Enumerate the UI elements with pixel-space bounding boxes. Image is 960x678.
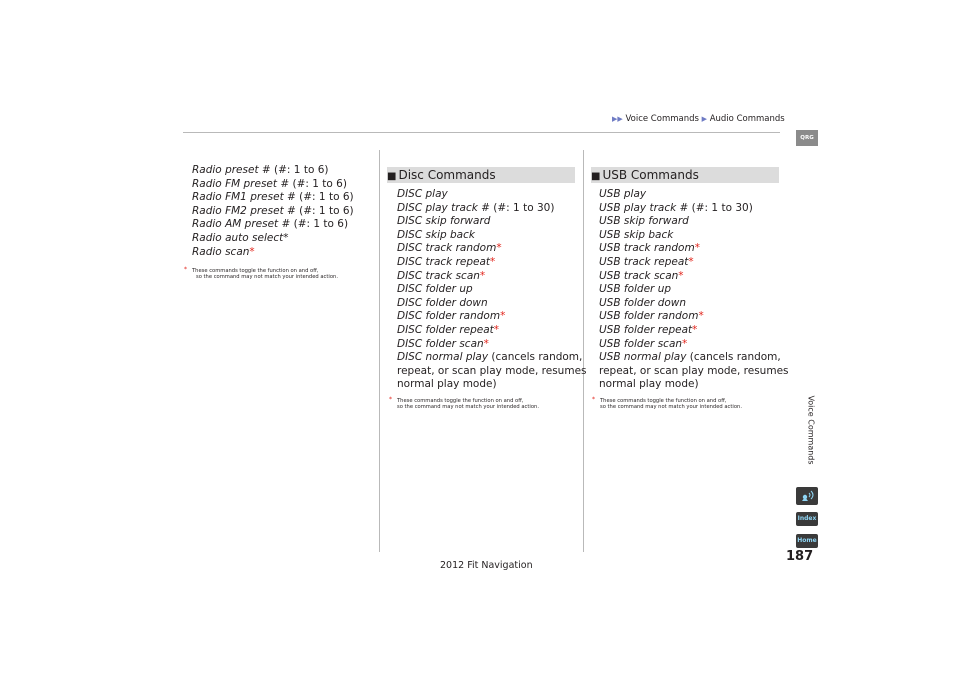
command-range: (#: 1 to 6) [270,164,329,176]
toggle-note-marker: * [500,310,506,323]
command-text: USB folder up [599,283,672,296]
command-line [192,218,354,232]
toggle-note-marker: * [678,269,684,282]
toggle-note-marker: * [490,255,496,268]
triangle-right-icon: ▶▶ [612,115,623,123]
command-text: DISC skip back [397,228,475,241]
command-range: (#: 1 to 6) [289,177,347,190]
command-line [599,242,789,256]
command-text: DISC folder up [397,283,473,296]
command-text: Radio auto select* [192,231,289,244]
usb-commands-heading: ■ USB Commands [591,167,779,183]
command-line [397,297,587,311]
voice-talk-icon [796,487,818,505]
command-text: USB play track # [599,201,689,214]
toggle-note-marker: * [698,310,704,323]
command-line [192,164,354,178]
command-description: (cancels random, [488,351,583,364]
home-tab[interactable]: Home [796,534,818,548]
command-text: DISC track scan [397,269,480,282]
command-line [599,256,789,270]
command-text: Radio scan [192,245,250,258]
command-description: repeat, or scan play mode, resumes [397,364,587,377]
command-line [397,215,587,229]
command-line [599,270,789,284]
column-divider [379,150,380,552]
command-text: Radio FM2 preset # [192,204,296,217]
command-text: USB folder random [599,310,699,323]
disc-commands-heading: ■ Disc Commands [387,167,575,183]
toggle-note-marker: * [682,337,688,350]
command-line [599,215,789,229]
command-line [192,191,354,205]
qrg-tab[interactable]: QRG [796,130,818,146]
command-text: DISC track repeat [397,255,491,268]
command-line [599,202,789,216]
command-text: Radio FM1 preset # [192,191,296,204]
command-line [192,178,354,192]
command-text: USB skip back [599,228,674,241]
breadcrumb-audio-commands[interactable]: Audio Commands [709,114,785,124]
command-text: USB normal play [599,351,687,364]
command-line [599,310,789,324]
toggle-note-marker: * [694,242,700,255]
toggle-note-marker: * [479,269,486,282]
usb-footnote: * These commands toggle the function on and off, so the command may not match your intended action. [592,396,742,410]
command-line [397,270,587,284]
command-line [397,351,587,365]
command-text: DISC folder random [397,310,501,323]
command-line [397,188,587,202]
command-line [397,324,587,338]
command-text: DISC play track # [397,201,490,214]
command-range: (#: 1 to 6) [295,191,354,204]
page-number: 187 [786,549,814,564]
command-text: DISC normal play [397,351,489,364]
command-text: DISC folder scan [397,337,484,350]
command-line [599,324,789,338]
command-line [397,338,587,352]
command-line [599,283,789,297]
toggle-note-marker: * [688,255,694,268]
command-text: DISC skip forward [397,215,491,228]
toggle-note-marker: * [483,337,489,350]
triangle-right-icon: ▶ [701,115,708,123]
command-text: DISC folder repeat [397,323,494,336]
command-description: normal play mode) [397,378,497,391]
toggle-note-marker: * [493,323,500,336]
command-line [192,246,354,260]
command-text: USB skip forward [599,215,689,228]
breadcrumb [612,114,785,124]
command-text: USB folder repeat [599,323,693,336]
disc-footnote: * These commands toggle the function on and off, so the command may not match your intended action. [389,396,539,410]
command-description: repeat, or scan play mode, resumes [599,364,789,377]
command-text: USB track repeat [599,255,689,268]
command-line [599,338,789,352]
breadcrumb-voice-commands[interactable]: Voice Commands [625,114,699,124]
command-line [397,283,587,297]
command-range: (#: 1 to 6) [290,218,349,231]
command-line [192,205,354,219]
command-description: normal play mode) [599,378,699,391]
command-text: USB play [599,188,647,200]
command-text: USB track scan [599,269,679,282]
square-bullet-icon: ■ [591,171,601,182]
usb-command-list [599,188,789,392]
command-text: DISC track random [397,242,497,255]
command-text: Radio AM preset # [192,218,291,231]
command-line [599,351,789,365]
square-bullet-icon: ■ [387,171,397,182]
command-text: USB folder scan [599,337,683,350]
command-line [397,229,587,243]
toggle-note-marker: * [692,323,698,336]
command-line [599,297,789,311]
command-range: (#: 1 to 6) [295,204,354,217]
disc-command-list [397,188,587,392]
command-line [397,310,587,324]
toggle-note-marker: * [249,245,255,258]
command-text: DISC folder down [397,296,488,309]
command-range: (#: 1 to 30) [489,201,555,214]
radio-command-list [192,164,354,259]
index-tab[interactable]: Index [796,512,818,526]
command-line [192,232,354,246]
command-text: USB track random [599,242,695,255]
header-divider [183,132,780,133]
toggle-note-marker: * [496,242,502,255]
radio-footnote: * These commands toggle the function on and off, so the command may not match your intended action. [184,266,338,280]
footer-title: 2012 Fit Navigation [440,560,533,571]
command-description: (cancels random, [686,351,781,364]
command-line [599,188,789,202]
command-line [397,242,587,256]
command-line [397,202,587,216]
voice-command-tab[interactable] [796,487,818,505]
command-text: USB folder down [599,296,687,309]
command-line [397,256,587,270]
command-range: (#: 1 to 30) [688,201,753,214]
command-text: DISC play [397,188,448,200]
command-text: Radio preset # [192,164,271,176]
section-tab-voice-commands: Voice Commands [806,395,816,465]
command-line [599,229,789,243]
command-text: Radio FM preset # [192,177,290,190]
